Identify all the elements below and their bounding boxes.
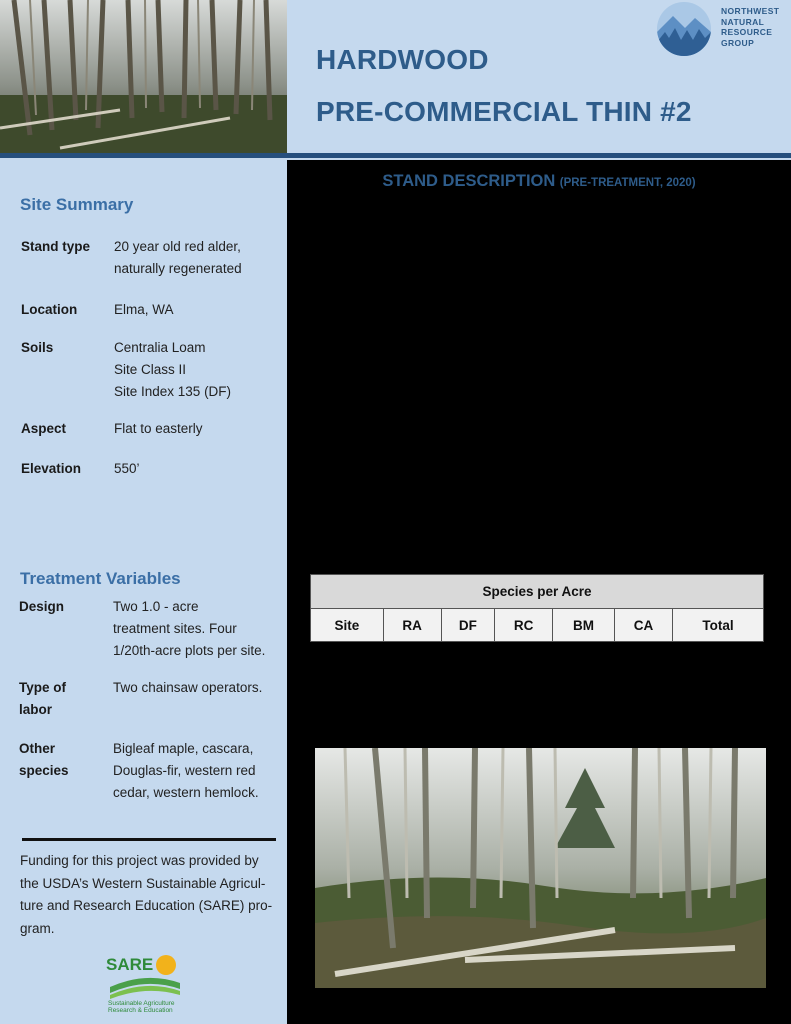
elevation-label: Elevation: [21, 461, 82, 476]
table-header-df: DF: [441, 609, 495, 642]
funding-line: Funding for this project was provided by: [20, 853, 259, 868]
other-species-value: [113, 738, 259, 804]
page-title-line-2: PRE-COMMERCIAL THIN #2: [316, 96, 692, 127]
nwnrg-logo: [657, 2, 791, 58]
funding-note: [20, 850, 282, 940]
other-species-label-line: species: [19, 763, 69, 778]
soils-label: Soils: [21, 340, 54, 355]
location-label: Location: [21, 302, 78, 317]
other-species-value-line: Douglas-fir, western red: [113, 763, 256, 778]
table-header-ca: CA: [615, 609, 673, 642]
labor-label: [19, 677, 66, 721]
aspect-label: Aspect: [21, 421, 67, 436]
sare-logo: [106, 953, 184, 1013]
soils-value-line: Centralia Loam: [114, 340, 206, 355]
aspect-value: [114, 418, 203, 440]
logo-line-4: GROUP: [721, 37, 755, 48]
soils-value-line: Site Class II: [114, 362, 187, 377]
table-header-total: Total: [672, 609, 763, 642]
table-header-rc: RC: [495, 609, 553, 642]
sare-logo-line-1: Sustainable Agriculture: [108, 1000, 175, 1007]
stand-description-subtitle: (PRE-TREATMENT, 2020): [559, 177, 696, 189]
location-value-line: Elma, WA: [114, 302, 174, 317]
site-summary-title: Site Summary: [20, 195, 134, 214]
funding-line: the USDA’s Western Sustainable Agricul-: [20, 875, 266, 891]
logo-line-1: NORTHWEST: [721, 6, 780, 16]
page-title: [316, 34, 692, 138]
stand-description-title: [287, 172, 791, 191]
design-value-line: 1/20th-acre plots per site.: [113, 643, 266, 658]
other-species-value-line: cedar, western hemlock.: [113, 785, 259, 800]
funding-divider: [22, 838, 276, 841]
soils-value: [114, 337, 231, 403]
other-species-value-line: Bigleaf maple, cascara,: [113, 741, 254, 756]
logo-line-2: NATURAL: [721, 16, 765, 27]
logo-line-3: RESOURCE: [721, 27, 773, 37]
other-species-label-line: Other: [19, 741, 56, 756]
labor-value: [113, 677, 262, 699]
table-header-ra: RA: [383, 609, 441, 642]
soils-value-line: Site Index 135 (DF): [114, 384, 232, 399]
location-value: [114, 299, 174, 321]
header-band: [0, 0, 791, 153]
sare-logo-line-2: Research & Education: [108, 1007, 173, 1013]
table-caption: Species per Acre: [311, 575, 764, 609]
stand-type-label: Stand type: [21, 239, 91, 254]
funding-line: gram.: [20, 920, 55, 936]
labor-value-line: Two chainsaw operators.: [113, 680, 263, 695]
elevation-value-line: 550’: [114, 461, 140, 476]
stand-photo: [315, 748, 766, 988]
design-value: [113, 596, 265, 662]
design-label-line: Design: [19, 599, 65, 614]
species-per-acre-table: [310, 574, 764, 642]
funding-line: ture and Research Education (SARE) pro-: [20, 898, 273, 913]
page-title-line-1: HARDWOOD: [316, 44, 489, 75]
stand-type-value-line: naturally regenerated: [114, 261, 242, 276]
stand-type-value: [114, 236, 242, 280]
table-header-site: Site: [311, 609, 384, 642]
logo-text: [721, 6, 779, 48]
labor-label-line: Type of: [19, 680, 66, 695]
sare-logo-wordmark: SARE: [106, 955, 154, 974]
design-label: [19, 596, 64, 618]
aspect-value-line: Flat to easterly: [114, 421, 203, 436]
stand-type-value-line: 20 year old red alder,: [114, 239, 241, 254]
labor-label-line: labor: [19, 702, 53, 717]
other-species-label: [19, 738, 69, 782]
stand-description-heading: STAND DESCRIPTION: [382, 172, 556, 190]
mountain-forest-circle-icon: [657, 2, 711, 56]
elevation-value: [114, 458, 140, 480]
design-value-line: Two 1.0 - acre: [113, 599, 199, 614]
design-value-line: treatment sites. Four: [113, 621, 237, 636]
header-forest-photo: [0, 0, 287, 153]
treatment-variables-title: Treatment Variables: [20, 569, 181, 588]
table-header-bm: BM: [553, 609, 615, 642]
